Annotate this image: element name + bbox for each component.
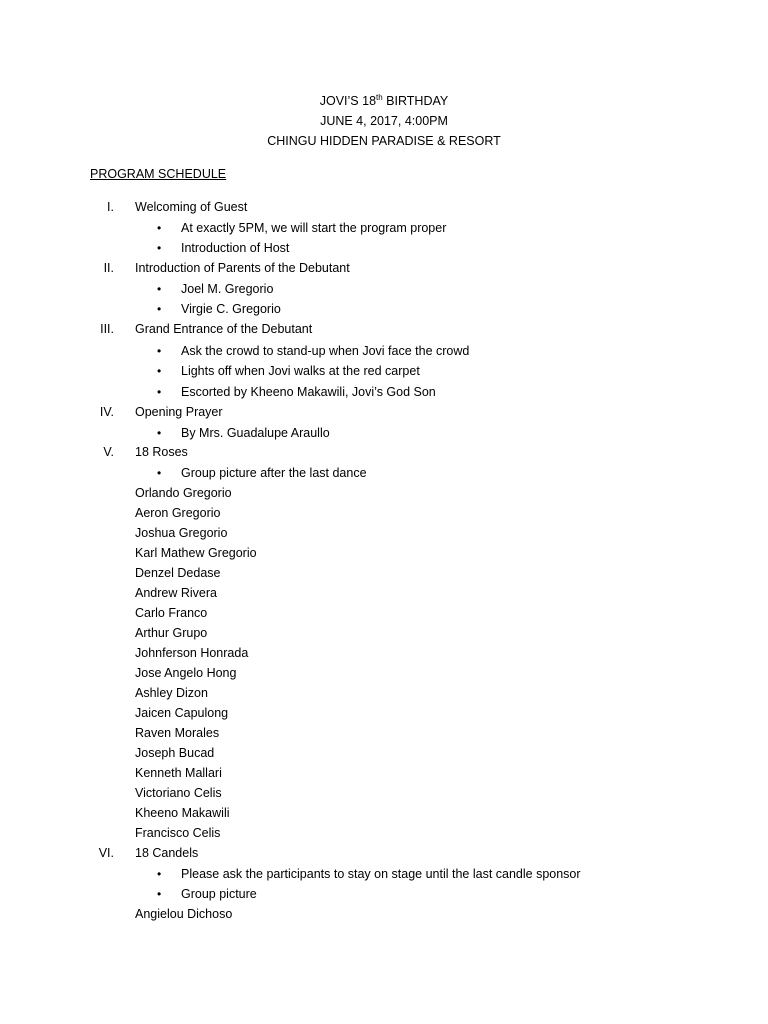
rose-name: Jaicen Capulong <box>135 706 229 720</box>
rose-name: Carlo Franco <box>135 606 208 620</box>
rose-name: Francisco Celis <box>135 826 221 840</box>
rose-name: Kheeno Makawili <box>135 806 230 820</box>
bullet-dot-icon: • <box>157 466 162 480</box>
event-date: JUNE 4, 2017, 4:00PM <box>320 114 448 128</box>
rose-name: Joshua Gregorio <box>135 526 228 540</box>
event-venue: CHINGU HIDDEN PARADISE & RESORT <box>267 134 501 148</box>
schedule-title: PROGRAM SCHEDULE <box>90 167 227 181</box>
rose-name: Joseph Bucad <box>135 746 215 760</box>
bullet-dot-icon: • <box>157 426 162 440</box>
bullet-dot-icon: • <box>157 867 162 881</box>
section-numeral: VI. <box>98 846 114 860</box>
section-title: 18 Candels <box>135 846 199 860</box>
rose-name: Ashley Dizon <box>135 686 208 700</box>
rose-name: Kenneth Mallari <box>135 766 222 780</box>
section-numeral: I. <box>107 200 114 214</box>
bullet-dot-icon: • <box>157 385 162 399</box>
rose-name: Aeron Gregorio <box>135 506 221 520</box>
section-numeral: III. <box>100 322 114 336</box>
bullet-dot-icon: • <box>157 282 162 296</box>
bullet-item: Ask the crowd to stand-up when Jovi face the crowd <box>181 344 470 358</box>
section-numeral: V. <box>103 445 114 459</box>
bullet-item: Joel M. Gregorio <box>181 282 274 296</box>
rose-name: Johnferson Honrada <box>135 646 249 660</box>
bullet-dot-icon: • <box>157 344 162 358</box>
rose-name: Victoriano Celis <box>135 786 222 800</box>
bullet-item: By Mrs. Guadalupe Araullo <box>181 426 330 440</box>
bullet-item: Escorted by Kheeno Makawili, Jovi’s God Son <box>181 385 436 399</box>
section-numeral: IV. <box>99 405 114 419</box>
bullet-dot-icon: • <box>157 887 162 901</box>
bullet-item: Lights off when Jovi walks at the red carpet <box>181 364 420 378</box>
bullet-item: Group picture <box>181 887 257 901</box>
rose-name: Karl Mathew Gregorio <box>135 546 257 560</box>
rose-name: Arthur Grupo <box>135 626 208 640</box>
section-title: Introduction of Parents of the Debutant <box>135 261 350 275</box>
bullet-item: Group picture after the last dance <box>181 466 367 480</box>
bullet-dot-icon: • <box>157 221 162 235</box>
rose-name: Denzel Dedase <box>135 566 221 580</box>
section-title: Welcoming of Guest <box>135 200 248 214</box>
bullet-dot-icon: • <box>157 364 162 378</box>
rose-name: Jose Angelo Hong <box>135 666 237 680</box>
section-title: Opening Prayer <box>135 405 223 419</box>
section-title: 18 Roses <box>135 445 188 459</box>
bullet-dot-icon: • <box>157 302 162 316</box>
bullet-item: Introduction of Host <box>181 241 290 255</box>
candle-name: Angielou Dichoso <box>135 907 233 921</box>
bullet-item: Please ask the participants to stay on stage until the last candle sponsor <box>181 867 581 881</box>
bullet-item: Virgie C. Gregorio <box>181 302 281 316</box>
rose-name: Andrew Rivera <box>135 586 217 600</box>
rose-name: Orlando Gregorio <box>135 486 232 500</box>
bullet-dot-icon: • <box>157 241 162 255</box>
rose-name: Raven Morales <box>135 726 220 740</box>
event-title <box>0 93 768 109</box>
event-title-prefix: JOVI’S 18 <box>319 94 377 108</box>
event-title-suffix: BIRTHDAY <box>382 94 449 108</box>
bullet-item: At exactly 5PM, we will start the program proper <box>181 221 447 235</box>
event-title-ordinal: th <box>376 92 383 102</box>
section-numeral: II. <box>103 261 114 275</box>
section-title: Grand Entrance of the Debutant <box>135 322 313 336</box>
